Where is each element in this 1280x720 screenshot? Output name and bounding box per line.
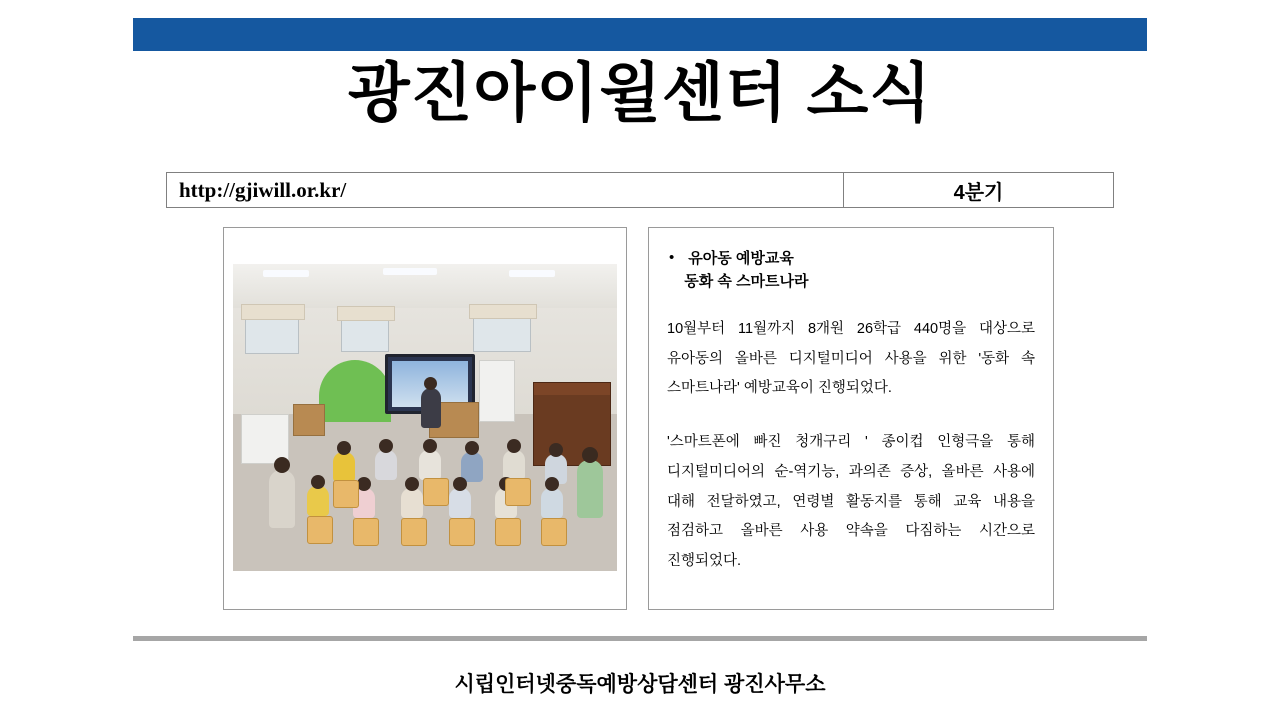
article-heading [669, 248, 1037, 293]
info-bar [166, 172, 1114, 208]
article-paragraph-2: '스마트폰에 빠진 청개구리 ' 종이컵 인형극을 통해 디지털미디어의 순-역기능, 과의존 증상, 올바른 사용에 대해 전달하였고, 연령별 활동지를 통해 교육 내용을 점검하고 올바른 사용 약속을 다짐하는 시간으로 진행되었다. [667, 434, 1035, 570]
article-panel [648, 227, 1054, 610]
photo-panel [223, 227, 627, 610]
classroom-photo [233, 264, 617, 571]
page-title: 광진아이윌센터 소식 [347, 57, 933, 129]
quarter-label: 4분기 [953, 181, 1004, 204]
bullet-icon: • [669, 249, 675, 266]
footer-divider [133, 636, 1147, 641]
footer-text: 시립인터넷중독예방상담센터 광진사무소 [454, 673, 826, 696]
heading-line-2: 동화 속 스마트나라 [684, 272, 809, 290]
article-paragraph-1: 10월부터 11월까지 8개원 26학급 440명을 대상으로 유아동의 올바른 디지털미디어 사용을 위한 '동화 속 스마트나라' 예방교육이 진행되었다. [667, 321, 1035, 397]
heading-line-1: 유아동 예방교육 [688, 250, 794, 267]
header-blue-bar [133, 18, 1147, 51]
website-url[interactable]: http://gjiwill.or.kr/ [167, 173, 844, 207]
